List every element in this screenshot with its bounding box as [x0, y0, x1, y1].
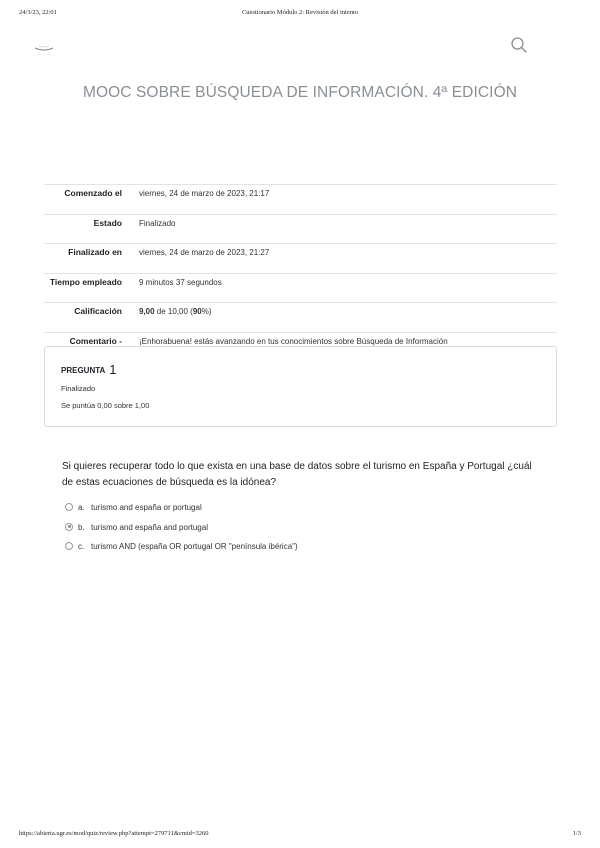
question-text: Si quieres recuperar todo lo que exista en una base de datos sobre el turismo en España y Portugal ¿cuál de estas ecuaciones de búsqueda es la idónea?: [62, 461, 532, 488]
question-number-value: 1: [109, 362, 117, 377]
grade-score: 9,00: [139, 307, 155, 316]
attempt-summary-table: [44, 184, 557, 362]
summary-row-time-taken: [44, 273, 557, 303]
question-info-box: [44, 346, 557, 427]
print-url: https://abierta.ugr.es/mod/quiz/review.php?attempt=279711&cmid=3260: [19, 830, 209, 837]
summary-row-finished: [44, 244, 557, 274]
question-label: PREGUNTA: [61, 366, 106, 375]
comment-value: ¡Enhorabuena! estás avanzando en tus conocimientos sobre Búsqueda de Información: [130, 332, 557, 362]
comment-label: Comentario -: [44, 332, 130, 362]
summary-row-started: [44, 185, 557, 215]
print-page-number: 1/3: [572, 830, 581, 837]
state-value: Finalizado: [130, 214, 557, 244]
time-taken-value: 9 minutos 37 segundos: [130, 273, 557, 303]
site-logo-icon[interactable]: [32, 41, 56, 53]
state-label: Estado: [44, 214, 130, 244]
grade-percent-suffix: %): [201, 307, 212, 316]
radio-button-c[interactable]: [65, 542, 73, 550]
print-header: [0, 9, 600, 21]
site-title[interactable]: MOOC SOBRE BÚSQUEDA DE INFORMACIÓN. 4ª EDICIÓN: [82, 84, 518, 101]
option-letter-b: b.: [78, 522, 85, 532]
print-date: 24/3/23, 22:01: [19, 9, 57, 16]
option-text-a: turismo and españa or portugal: [91, 503, 202, 512]
option-text-b: turismo and españa and portugal: [91, 522, 208, 532]
time-taken-label: Tiempo empleado: [44, 273, 130, 303]
started-label: Comenzado el: [44, 185, 130, 215]
option-text-c: turismo AND (españa OR portugal OR "península ibérica"): [91, 542, 298, 551]
grade-label: Calificación: [44, 303, 130, 333]
question-grade: Se puntúa 0,00 sobre 1,00: [61, 401, 150, 410]
option-letter-c: c.: [78, 542, 85, 551]
question-number: [61, 362, 117, 377]
finished-label: Finalizado en: [44, 244, 130, 274]
grade-value: [130, 303, 557, 333]
search-icon[interactable]: [510, 36, 528, 54]
question-state: Finalizado: [61, 384, 96, 393]
summary-row-grade: [44, 303, 557, 333]
radio-button-b[interactable]: [65, 523, 73, 531]
print-document-title: Cuestionario Módulo 2: Revisión del intento: [241, 9, 359, 16]
finished-value: viernes, 24 de marzo de 2023, 21:27: [130, 244, 557, 274]
started-value: viernes, 24 de marzo de 2023, 21:17: [130, 185, 557, 215]
grade-out-of: de 10,00 (: [154, 307, 193, 316]
radio-button-a[interactable]: [65, 503, 73, 511]
grade-percent: 90: [192, 307, 202, 316]
summary-row-state: [44, 214, 557, 244]
option-letter-a: a.: [78, 503, 85, 512]
